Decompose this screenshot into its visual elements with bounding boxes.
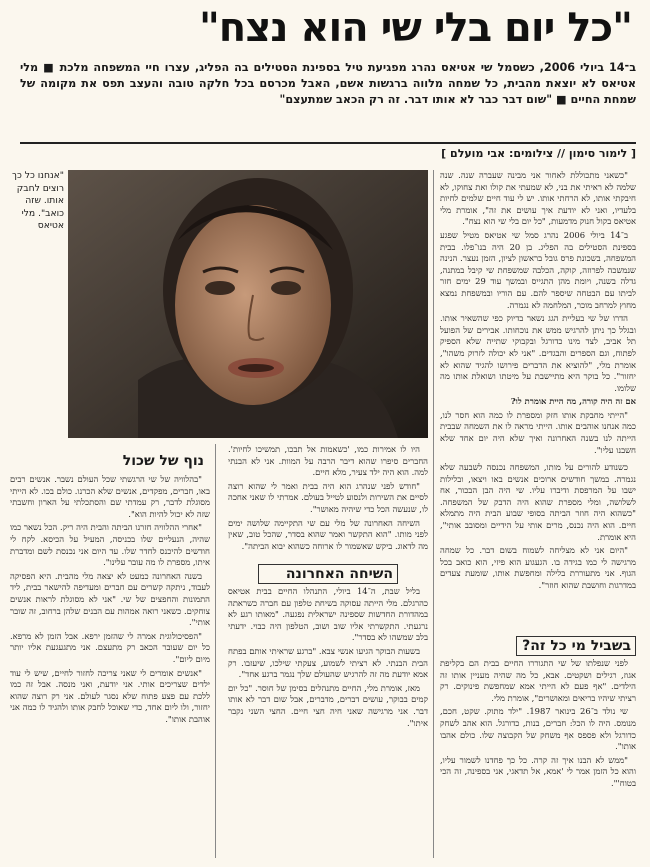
paragraph: "כשאני מתכוללת לאחור אני מבינה שעברה שנה. שנה שלמה לא ראיתי את בני, לא שמעתי את קולו ואת צחוקו, לא חיבקתי אותו, לא הרחתי אותו. יש לי עוד חיים שלמים לחיות בלעדיו, ואני לא יודעת איך עושים את זה", אומרת מלי אטיאס בקול חנוק מדמעות, "כל יום בלי שי הוא נצח". [440,170,636,227]
subhead-for-whom: בשביל מי כל זה? [516,636,636,656]
newspaper-page [8,4,642,860]
subhead-last-conversation: השיחה האחרונה [258,564,398,584]
byline-credit: [ לימור סימון // צילומים: אבי מועלם ] [20,142,636,162]
paragraph: היו לו אמירות כמו, 'כשאמות אל תבכו, תמשיכו לחיות'. החברים סיפרו שהוא דיבר הרבה על המוות. אני לא הבנתי למה. הוא היה ילד צעיר, מלא חיים. [228,444,428,478]
lead-separator: ■ [38,61,55,74]
portrait-illustration [68,170,428,438]
paragraph: לפני שנפלתו של שי התגוררו החיים בבית הם בקליפת אגוז, רגילים ושקטים. אבא, כל מה שהיה מעניין אותו זה הילדים. "אף פעם לא הייתי אמא שמחפשת פינוקים. רק רציתי שיהיו בריאים ומאושרים", אומרת מלי. [440,658,636,703]
article-column-right-continued [440,462,636,632]
lead-in: אם זה היה קורה, מה היית אומרת לו? [510,396,636,407]
paragraph: "ממש לא הבנו איך זה קרה. כל כך פחדנו לשמור עליו, והוא כל הזמן אמר לי 'אמא, אל תדאגי, אני בספינה, זה הכי בטוח'". [440,754,636,788]
portrait-photo [68,170,428,438]
article-column-left [10,474,210,858]
lead-text-1: ב־14 ביולי 2006, כשסמל שי אטיאס נהרג מפגיעת טיל בספינת הסטילים בה הפליג, עצרו חיי המשפחה מלכת [59,61,636,74]
paragraph: "חודש לפני שנהרג הוא היה בבית ואמר לי שהוא רוצה לסיים את השירות ולנסוע לטייל בעולם. אמרתי לו שאני אחכה לו, שנעשה הכל כדי שיהיה מאושר". [228,480,428,514]
paragraph: "אנשים אומרים לי שאני צריכה לחזור לחיים, שיש לי עוד ילדים שצריכים אותי. אני יודעת, ואני מנסה. אבל זה כמו ללכת עם פצע פתוח שלא נסגר לעולם. אני רק רוצה שהוא יחזור, ולו ליום אחד, כדי שאוכל לחבק אותו ולהגיד לו כמה אני אוהבת אותו". [10,667,210,724]
article-column-right-bottom [440,658,636,858]
lead-paragraph [20,60,636,140]
photo-caption: "אנחנו כל כך רוצים לחבק אותו. שזה כואב". מלי אטיאס [12,170,64,231]
lead-separator: ■ [552,93,567,106]
paragraph: "אחרי ההלוויה חזרנו הביתה והבית היה ריק. הכל נשאר כמו שהיה, הנעליים שלו בכניסה, המעיל על הכיסא. לקח לי חודשים להיכנס לחדר שלו. עד היום אני נכנסת לשם ומדברת איתו, מספרת לו מה עובר עלינו". [10,522,210,568]
lead-text-3: "שום דבר כבר לא אותו דבר. זה רק הכאב שמתעצם" [279,93,553,106]
paragraph: כשנודע להורים על מותו, המשפחה נכנסה לשבעה שלא נגמרה. במשך חודשים ארוכים אנשים באו ויצאו, ובלילות ישבו על המרפסת ודיברו עליו. שי היה הבן הבכור, אח לשלושה, ומלי מספרת שהוא היה הדבק של המשפחה. "כשהוא היה חוזר הביתה בסופי שבוע הבית היה מתמלא חיים. הוא היה נכנס, מרים אותי על הידיים ומסובב אותי", היא אומרת. [440,462,636,542]
column-rule [215,444,216,858]
paragraph: השיחה האחרונה של מלי עם שי התקיימה שלושה ימים לפני מותו. "הוא התקשר ואמר שהוא בסדר, שהכל טוב, שאין מה לדאוג. ביקש שאשמור לו ארוחה כשהוא יבוא הביתה". [228,517,428,551]
subhead-landscape-of-bereavement: נוף של שכול [122,453,204,469]
paragraph: שי נולד ב־26 בינואר 1987. "ילד מתוק. שקט, חכם, מנומס. היה לו הכל: חברים, בנות, כדורגל. הוא אהב לשחק כדורגל ולא פספס אף משחק של הקבוצה שלו. כולם אהבו אותו". [440,706,636,752]
lead-text-2: מלי אטיאס לא יוצאת מהבית, כל שמחה מלווה ברגשות אשם, האבל מכרסם בכל חלקה טובה והעצב תפס את מקומה של שמחת החיים [20,61,636,106]
headline: "כל יום בלי שי הוא נצח" [198,5,632,51]
article-column-middle [228,444,428,562]
paragraph: בשנה האחרונה כמעט לא יצאה מלי מהבית. היא הפסיקה לעבוד, ניתקה קשרים עם חברים ומעדיפה להישאר בבית, ליד התמונות והחפצים של שי. "אני לא מסוגלת לראות אנשים צוחקים. כשאני רואה אמהות עם הבנים שלהן ברחוב, זה שובר אותי". [10,570,210,628]
paragraph: ב־14 ביולי 2006 נהרג סמל שי אטיאס מטיל שפגע בספינת הסטילים בה הפליג. בן 20 היה בנו־פלו. בבית המשפחה, בשכונת פרס גובל בראשון לציון, הזמן נעצר. הנינה שנמשכה לפרוזה, קוקה, הכלבה שמשפחת שי קיבל במתנה, גדלה בשנה, ויומת מהן התגייס ובמשך עוד 29 ימים חזר לביתו עם הבטחה שיספר להם. עם הוריו ובמשפחת נמצא מחוץ למרחב מוכר, המלחמה לא נגמרה. [440,229,636,310]
paragraph: "היום אני לא מצליחה לשמוח בשום דבר. כל שמחה מרגישה לי כמו בגידה בו. הגעגוע הוא פיזי, הוא כואב בכל הגוף. אני מתעוררת בלילה ומחפשת אותו, שומעת צעדים במדרגות וחושבת שהוא חוזר". [440,545,636,590]
paragraph: "הייתי מחבקת אותו חזק ומספרת לו כמה הוא חסר לנו, כמה אנחנו אוהבים אותו. הייתי מראה לו את השמחה שבבית הייתה לנו בשנה האחרונה ואיך שלא היה יום אחד שלא חשבנו עליו". [440,409,636,455]
article-column-middle-bottom [228,586,428,858]
paragraph: מאז, אומרת מלי, החיים מתנהלים בסימן של חוסר. "כל יום קמים בבוקר, עושים דברים, מדברים, אבל שום דבר לא אותו דבר. אני מרגישה שאני חיה חצי חיים. החצי השני נקבר איתו". [228,682,428,728]
column-rule [433,170,434,858]
paragraph: "בהלוויה של שי הרגשתי שכל העולם נשבר. אנשים רבים באו, חברים, מפקדים, אנשים שלא הכרנו. כולם בכו. לא הייתי מסוגלת לדבר, רק עמדתי שם והסתכלתי על הארון וחשבתי שזה לא יכול להיות הוא". [10,474,210,519]
article-column-right [440,170,636,462]
paragraph: בליל שבת, ה־14 ביולי, התנהלו החיים בבית אטיאס כהרגלם. מלי הייתה עסוקה בשיחת טלפון עם חברה כשראתה במהדורת החדשות שספינה ישראלית נפגעה. "מאותו רגע לא נרגעתי. התקשרתי אליו שוב ושוב, הטלפון היה כבוי. ידעתי בלב שמשהו לא בסדר". [228,586,428,643]
paragraph: בשעות הבוקר הגיעו אנשי צבא. "ברגע שראיתי אותם בפתח הבית הבנתי. לא רציתי לשמוע, צעקתי שילכו, שיעזבו. רק אמא יודעת מה זה להרגיש שהעולם שלך נגמר ברגע אחד". [228,645,428,680]
paragraph: "הפסיכולוגית אמרה לי שהזמן ירפא. אבל הזמן לא מרפא. כל יום שעובר הכאב רק מתעצם. אני מתגעגעת אליו יותר מיום ליום". [10,630,210,664]
paragraph: הדרו של שי בעליית הגג נשאר בדיוק כפי שהשאיר אותו. ובגלל כך ניתן להרגיש ממש את נוכחותו. אבירים של הפועל תל אביב, לצד מינו כדורגל ובקבוקי שתייה שלא הספיק לפתוח, וגם הספרים והבגדים. "אני לא יכולה לזרוק משהו", אומרת מלי, "להוציא את הדברים פירושו להגיד שהוא לא יחזור". כל בוקר היא מתיישבת על מיטתו ושואלת אותו מה שלומו. [440,313,636,393]
